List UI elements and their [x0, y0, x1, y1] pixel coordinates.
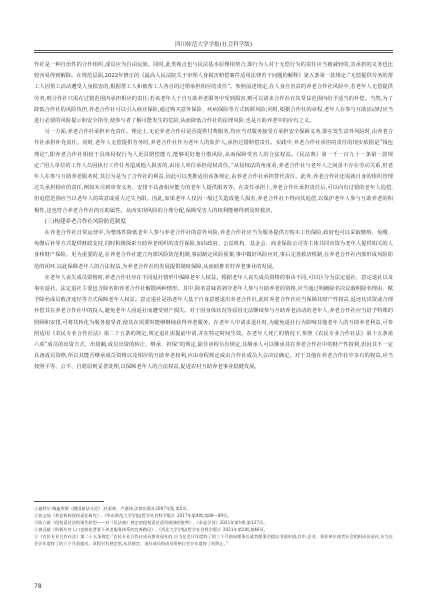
footnote-5: ⑤《农民专业合作社法》第二十五条规定:“农民专业合作社成员要求退社的,应当在会计年度终了的三个月前向理事长或者理事会提出书面申请;其中,企业、事业单位或者社会组织成员退社,应当在会计年度终了的六个月前提出。章程另有规定的,从其规定。退社成员的成员资格自会计年度终了时终止。” — [34, 534, 393, 546]
body-paragraph-3: 在养老合作社日常运营中,为整体性降低老年人参与养老合作社的意外风险,养老合作社应当为服务提供方购买工伤保险,政府也可以采取缴纳、免缴、免缴后补等方式提供财政支持,同时积极探索互助养老组织的责任保险,如由政府、公益机构、基金会、商业保险公司等主体共同出资为老年人提供相关的人身和财产保险。更为重要的是,在养老合作社建立内部风险防范机制,事前制定风险预案,事中做好风险应对,事后完善救济机制,在养老合作社内部形成风险防范的闭环,以此保障老年人的合法权益,为养老合作社的发展提供制度保障,从而助推农村养老事业的发展。 — [34, 230, 393, 270]
running-header: 四川师范大学学报(社会科学版) — [174, 42, 253, 48]
footnote-rule — [34, 501, 104, 502]
header-rule-double — [34, 52, 393, 53]
body-paragraph-2: 另一方面,养老合作社承担补充责任。理论上,无论养老合作社是否提供付费服务,均应当对服务接受方承担安全保障义务,即在发生意外风险时,由养老合作社承担补充责任。同时,老年人无偿提供劳务时,养老合作社作为老年人的监护人,承担过错赔偿责任。实践中,养老合作社承担的责任的现实依据是“钱包理论”,即养老合作社相较于具体侵权行为人更具赔偿能力,能够更好地分散风险,从而保障受害人的合法权益。《民法典》第一千一百九十一条第一款规定:“用人单位的工作人员因执行工作任务造成他人损害的,由用人单位承担侵权责任。”从侵权法的角度看,养老合作社与老年人之间虽不存在劳动关系,但老年人在参与互助养老服务时,其行为是为了合作社的利益,因此可以类推适用该条规定,由养老合作社承担替代责任。此外,养老合作社还需就自身的组织管理过失承担相应的责任,例如未尽到审查义务、安排不具备相应能力的老年人提供服务等。在责任承担上,养老合作社承担责任后,可以向有过错的老年人追偿,但追偿范围应当以老年人的故意或重大过失为限。因此,如果老年人仅因一般过失造成他人损害,养老合作社不得向其追偿,以保护老年人参与互助养老的积极性,这也符合养老合作社的互助属性。从而实现风险的合理分配,保障受害人的权利能够得到及时救济。 — [34, 129, 393, 214]
footnote-4: ④黄远斌《积极应对人口老龄化背景下养老服务体系的完善路径》,《西北大学学报(哲学社会科学版)》2021年第2期,第46页。 — [34, 527, 268, 532]
section-subheading: (三)构建养老合作社风险防范制度 — [44, 218, 126, 225]
footnote-3: ③陈立新《侵权责任法的现代转型——对《民法典》规定的侵权责任适用规则的批判》,《求是学刊》2021年第1期,第127页。 — [34, 520, 268, 525]
body-paragraph-1: 作社是一种自治性的合作组织,成员应为自由民族。同时,此类观点也与民法基本原理相契合,即行为人对于无偿行为的责任应当被减轻的,其承担的义务也比较容易得到解除。在规范层面,2022年修正的《最高人民法院关于审理人身损害赔偿案件适用法律若干问题的解释》第五条第一款规定:“无偿提供劳务的帮工人因帮工活动遭受人身损害的,根据帮工人和被帮工人各自的过错承担相应的责任”。参照前述规定,在人身自害益的养老合作社风险中,若老年人无偿提供劳务,则合作社只需在过错范围内承担相应的责任;若该老年人于自互助养老服务中受到损害,则可以请求合作社在其受益范围内给予适当的补偿。当然,为了降低合作社的风险负担,养老合作社可以引入商业保险,通过购买意外保险、疾病保险等方式转移风险;同时,根据合作社的章程,老年人在参与互助活动时应当进行必要的风险提示和安全指导,使参与者了解可能发生的危险,从而降低合作社的法律风险,也是互助养老中的应有之义。 — [34, 62, 393, 125]
article-body — [34, 60, 393, 374]
body-paragraph-4: 在老年人丧失成员资格时,养老合作社应在不同退社情形中保障老年人权益。根据老年人丧失成员资格的事由不同,可以区分为法定退社、意定退社以及事实退社。法定退社主要包含除名和养老合作社解散两种情形。其中,除名意味着剥夺老年人参与互助养老的资格,应当通过明确除名决议载明除名理由、赋予除名成员救济途径等方式保障老年人权益。意定退社是指老年人基于自身意愿退出养老合作社,此时养老合作社应当保障其财产性权益,退还其出资或合理补偿其在养老合作社中的投入,避免老年人因退社而遭受财产损失。对于因身体状况等原因无法继续参与互助养老活动的老年人,养老合作社应当给予特殊的照顾和安排,可将其转化为服务接受者,使其在需要时能够继续获得养老服务。在老年人中请求退社时,为避免退社行为影响其他老年人的互助养老利益,可参照适用《农民专业合作社法》第二十五条的规定,规定退社需提前申请,并在特定时间生效。在老年人死亡的情况下,参照《农民专业合作社法》第十五条第六项“成员的出资方式、出资额,成员出资的转让、继承、担保”的规定,除非章程另有规定,其继承人可以继承其在养老合作社中的财产性权利,但因其不一定具备成员资格,所以其能否继承成员资格以及相应的互助养老权利,应由章程规定或由合作社成员大会决议确定。对于其他在养老合作社中享有的权益,应当按照平等、公平、自愿原则妥善处理,以保障老年人的合法权益,促进农村互助养老事业稳健发展。 — [34, 274, 393, 371]
header-rule — [34, 50, 393, 51]
footnotes — [34, 505, 393, 547]
page-number: 78 — [34, 583, 42, 590]
footnote-1: ①迪特尔·梅迪库斯《德国债法分论》,杜景林、卢谌译,法律出版社2007年版,第5页。 — [34, 506, 191, 511]
footnote-2: ②孙文灿《养老机构侵权责任研究》,《华东师范大学学报(哲学社会科学版)》2017年第4期,第88—89页。 — [34, 513, 232, 518]
